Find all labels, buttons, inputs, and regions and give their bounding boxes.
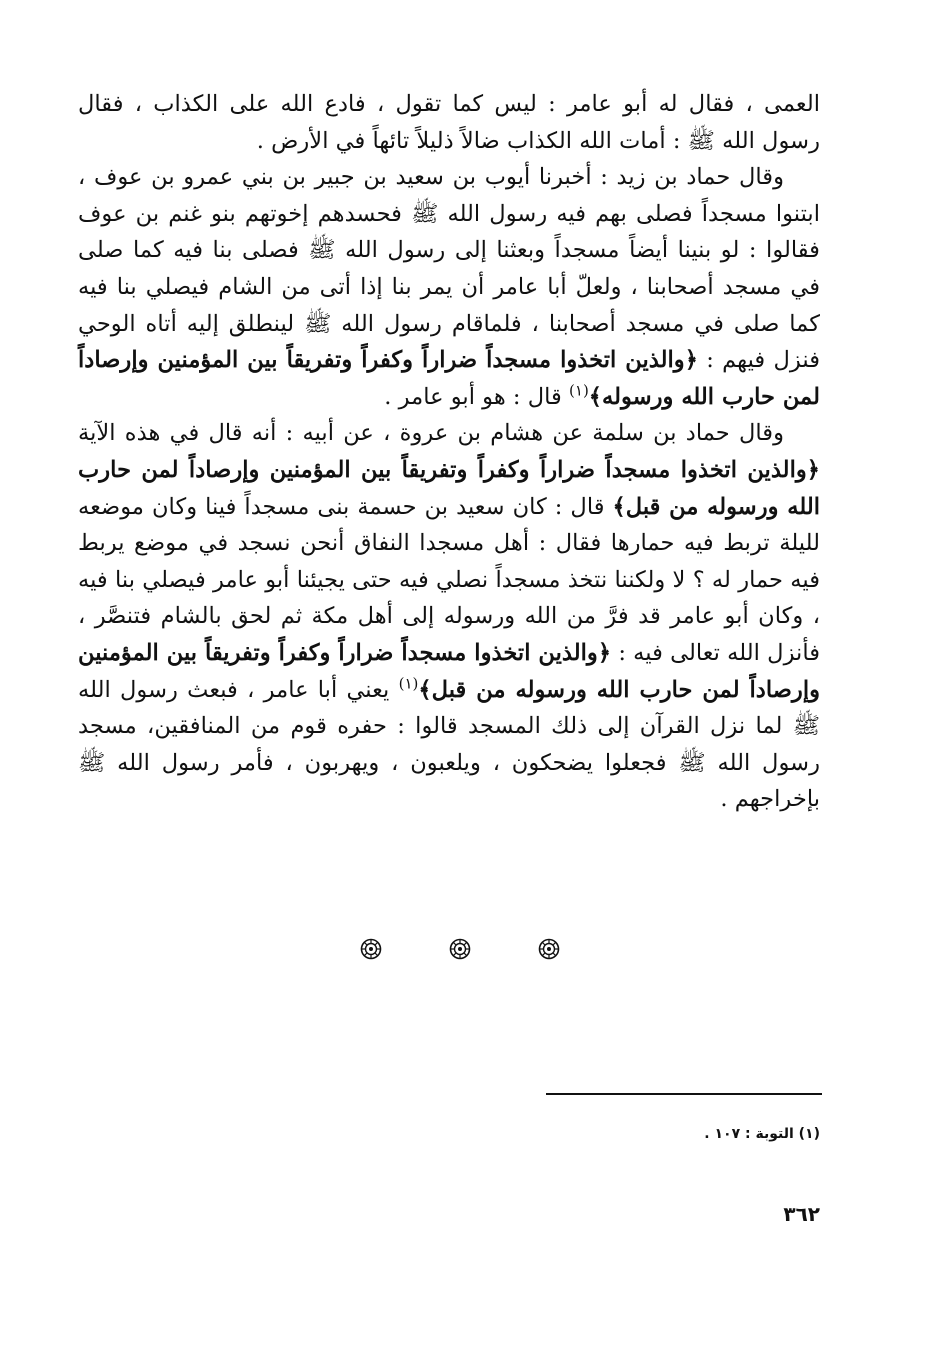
footnote-reference: (١) (569, 381, 589, 400)
paragraph-1-text: العمى ، فقال له أبو عامر : ليس كما تقول ، فادع الله على الكذاب ، فقال رسول الله ﷺ : أمات الله الكذاب ضالاً ذليلاً تائهاً في الأرض . (78, 91, 820, 154)
footnote-reference: (١) (398, 673, 419, 692)
paragraph-3 (78, 415, 820, 818)
main-text (78, 86, 820, 818)
quran-verse: ﴿والذين اتخذوا مسجداً ضراراً وكفراً وتفريقاً بين المؤمنين وإرصاداً لمن حارب الله ورسوله من قبل﴾ (78, 639, 821, 703)
ornament-rosette-icon (449, 938, 471, 960)
footnote: (١) التوبة : ١٠٧ . (704, 1126, 820, 1142)
quran-verse: ﴿والذين اتخذوا مسجداً ضراراً وكفراً وتفريقاً بين المؤمنين وإرصاداً لمن حارب الله ورسوله﴾ (78, 347, 820, 410)
paragraph-3-middle: قال : كان سعيد بن حسمة بنى مسجداً فينا وكان موضعه لليلة تربط فيه حمارها فقال : أهل مسجدا النفاق أنحن نسجد في موضع يربط فيه حمار له ؟ لا ولكننا نتخذ مسجداً نصلي فيه حتى يجيئنا أبو عامر فيصلي بنا فيه ، وكان أبو عامر قد فرَّ من الله ورسوله إلى أهل مكة ثم لحق بالشام فتنصَّر ، فأنزل الله تعالى فيه : (78, 493, 821, 666)
paragraph-1 (78, 86, 820, 159)
paragraph-3-tail: يعني أبا عامر ، فبعث رسول الله ﷺ لما نزل القرآن إلى ذلك المسجد قالوا : حفره قوم من المنافقين، مسجد رسول الله ﷺ فجعلوا يضحكون ، ويلعبون ، ويهربون ، فأمر رسول الله ﷺ بإخراجهم . (78, 676, 820, 813)
quran-verse: ﴿والذين اتخذوا مسجداً ضراراً وكفراً وتفريقاً بين المؤمنين وإرصاداً لمن حارب الله ورسوله من قبل﴾ (78, 456, 820, 520)
paragraph-3-text: وقال حماد بن سلمة عن هشام بن عروة ، عن أبيه : أنه قال في هذه الآية (78, 420, 784, 447)
paragraph-2-tail: قال : هو أبو عامر . (384, 383, 562, 410)
page-number: ٣٦٢ (783, 1202, 820, 1226)
ornament-rosette-icon (538, 938, 560, 960)
paragraph-2-text: وقال حماد بن زيد : أخبرنا أيوب بن سعيد بن جبير بن بني عمرو بن عوف ، ابتنوا مسجداً فصلى بهم فيه رسول الله ﷺ فحسدهم إخوتهم بنو غنم بن عوف فقالوا : لو بنينا أيضاً مسجداً وبعثنا إلى رسول الله ﷺ فصلى بنا فيه كما صلى في مسجد أصحابنا ، ولعلّ أبا عامر أن يمر بنا إذا أتى من الشام فيصلي بنا فيه كما صلى في مسجد أصحابنا ، فلماقام رسول الله ﷺ لينطلق إليه أتاه الوحي فنزل فيهم : (78, 164, 820, 374)
section-divider-ornaments (360, 934, 560, 964)
footnote-divider (546, 1093, 822, 1095)
paragraph-2 (78, 159, 820, 415)
ornament-rosette-icon (360, 938, 382, 960)
